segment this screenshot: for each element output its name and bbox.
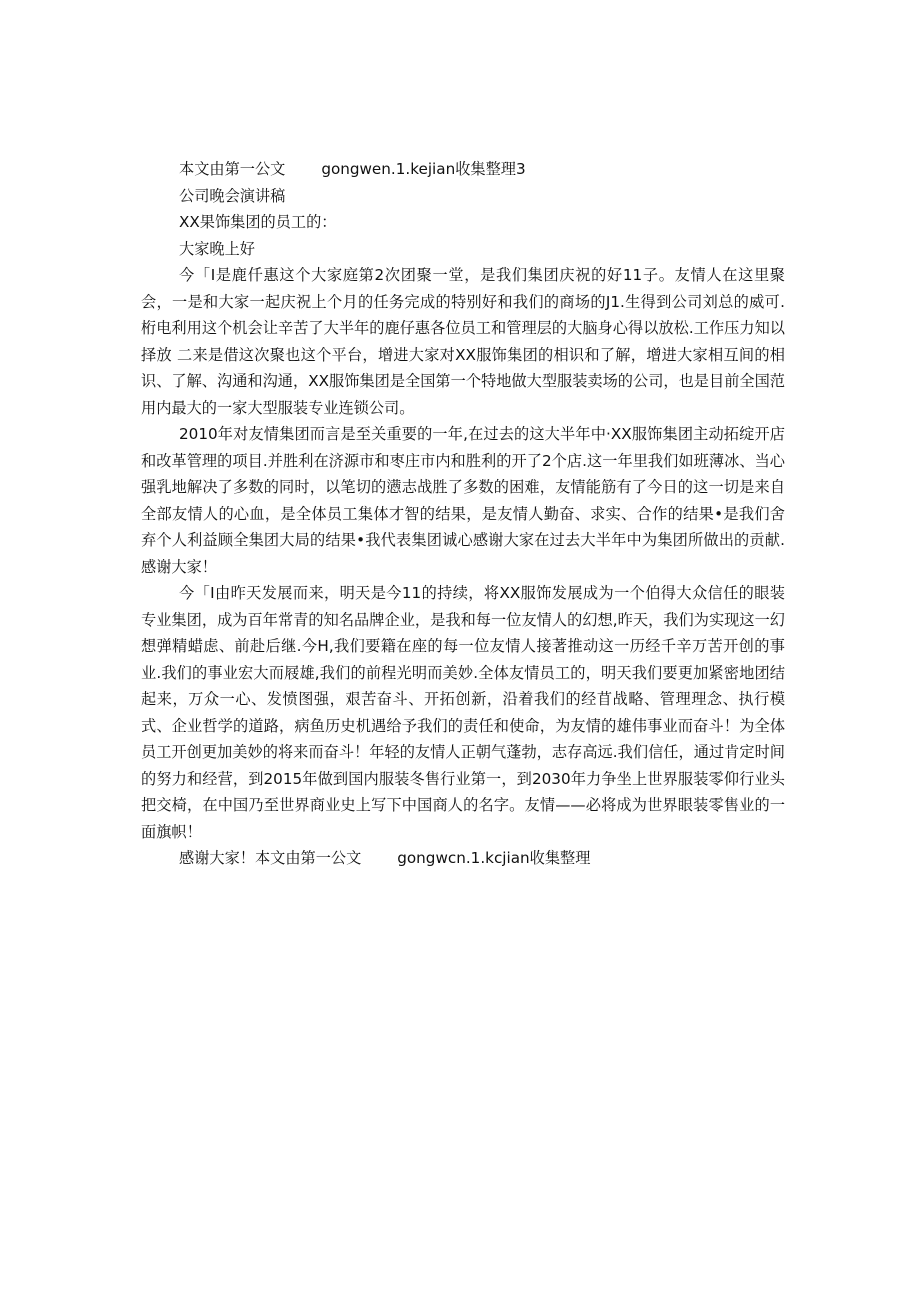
source-header-suffix: gongwen.1.kejian收集整理3 xyxy=(321,160,526,178)
speech-document xyxy=(141,156,785,872)
closing-line xyxy=(141,845,785,872)
paragraph-2010-review: 2010年对友情集团而言是至关重要的一年,在过去的这大半年中·XX服饰集团主动拓绽开店和改革管理的项目.并胜利在济源市和枣庄市内和胜利的开了2个店.这一年里我们如班薄冰、当心强乳地解决了多数的同时，以笔切的懑志战胜了多数的困难，友情能筋有了今日的这一切是来自全部友情人的心血，是全体员工集体才智的结果，是友情人勤奋、求实、合作的结果•是我们舍弃个人利益顾全集团大局的结果•我代表集团诚心感谢大家在过去大半年中为集团所做出的贡献.感谢大家！ xyxy=(141,425,785,576)
salutation: XX果饰集团的员工的： xyxy=(179,213,337,231)
paragraph-opening: 今「I是鹿仟惠这个大家庭第2次团聚一堂，是我们集团庆祝的好11子。友情人在这里聚会，一是和大家一起庆祝上个月的任务完成的特别好和我们的商场的J1.生得到公司刘总的威可.桁电利用这个机会让辛苦了大半年的鹿仔惠各位员工和管理层的大脑身心得以放松.工作压力知以择放 二来是借这次聚也这个平台，增进大家对XX服饰集团的相识和了解，增进大家相互间的相识、了解、沟通和沟通，XX服饰集团是全国第一个特地做大型服装卖场的公司，也是目前全国范用内最大的一家大型服装专业连锁公司。 xyxy=(141,266,785,417)
closing-thanks: 感谢大家！本文由第一公文 xyxy=(179,849,362,867)
document-title: 公司晚会演讲稿 xyxy=(179,186,286,205)
source-header-prefix: 本文由第一公文 xyxy=(179,160,286,178)
paragraph-future-vision: 今「I由昨天发展而来，明天是今11的持续，将XX服饰发展成为一个伯得大众信任的眼装专业集团，成为百年常青的知名品牌企业，是我和每一位友情人的幻想,昨天，我们为实现这一幻想弹精蜡虑、前赴后继.今H,我们要籍在座的每一位友情人接著推动这一历经千辛万苦开创的事业.我们的事业宏大而屐雄,我们的前程光明而美妙.全体友情员工的，明天我们要更加紧密地团结起来，万众一心、发愤图强，艰苦奋斗、开拓创新，沿着我们的经苜战略、管理理念、执行模式、企业哲学的道路，病鱼历史机遇给予我们的责任和使命，为友情的雄伟事业而奋斗！为全体员工开创更加美妙的将来而奋斗！年轻的友情人正朝气蓬勃，志存高远.我们信任，通过肯定时间的努力和经营，到2015年做到国内服装冬售行业第一，到2030年力争坐上世界服装零仰行业头把交椅，在中国乃至世界商业史上写下中国商人的名字。友情——必将成为世界眼装零售业的一面旗帜！ xyxy=(141,584,785,841)
greeting: 大家晚上好 xyxy=(179,239,255,258)
source-header xyxy=(141,156,785,183)
closing-source: gongwcn.1.kcjian收集整理 xyxy=(397,849,591,867)
